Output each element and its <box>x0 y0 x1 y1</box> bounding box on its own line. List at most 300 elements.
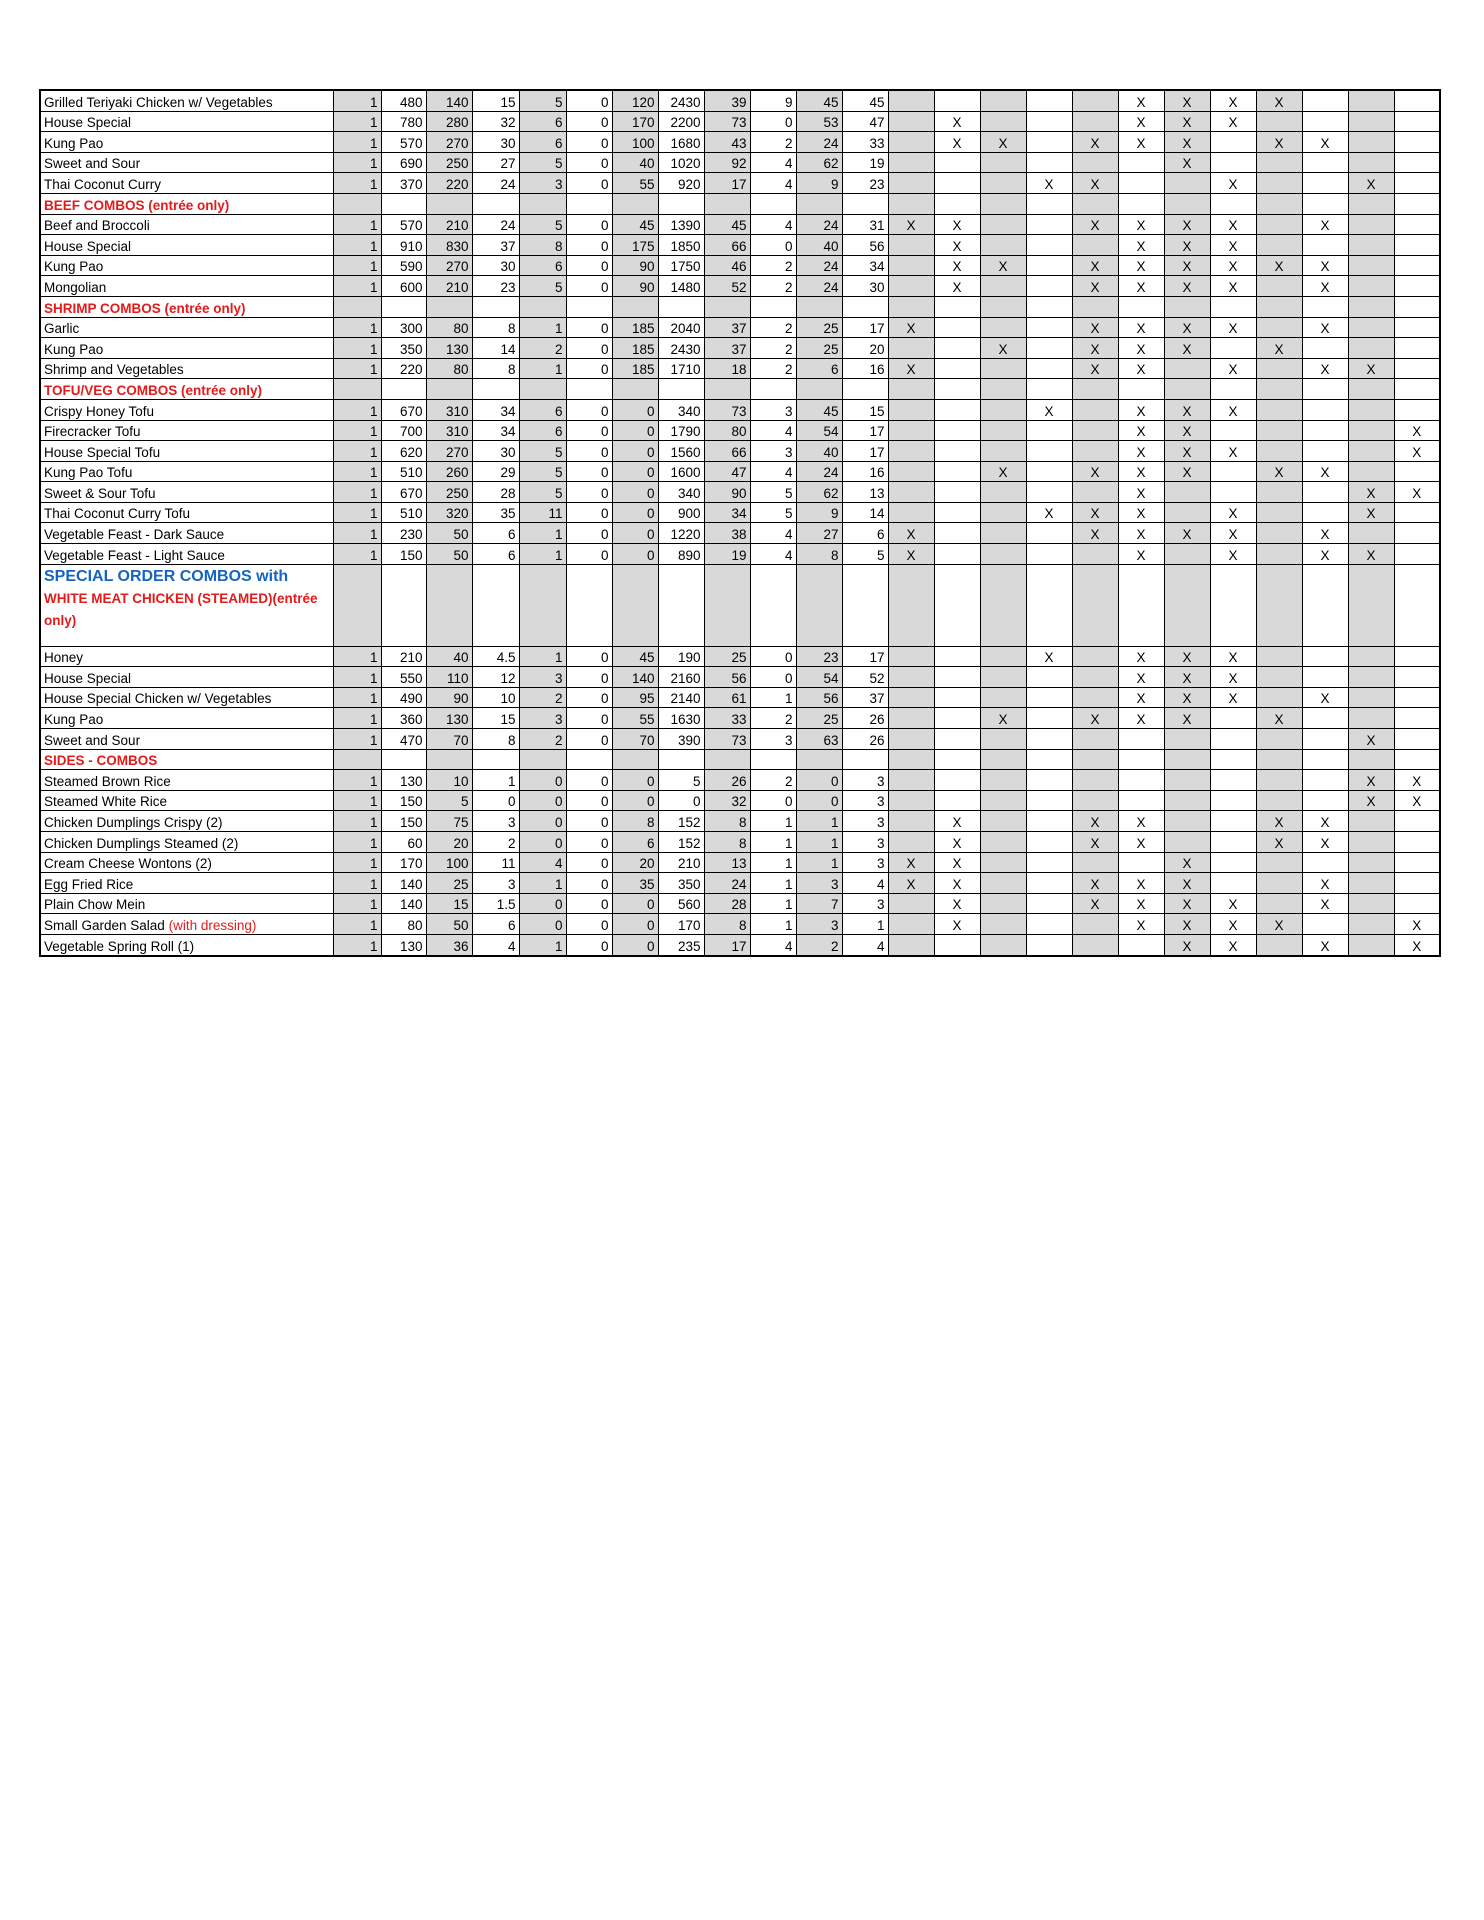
value-cell: 1220 <box>658 523 704 544</box>
allergen-cell: X <box>1302 873 1348 894</box>
allergen-cell <box>1256 852 1302 873</box>
value-cell: 5 <box>842 544 888 565</box>
value-cell: 150 <box>381 544 426 565</box>
allergen-cell <box>1072 296 1118 317</box>
allergen-cell <box>1256 296 1302 317</box>
value-cell: 1480 <box>658 276 704 297</box>
value-cell: 190 <box>658 646 704 667</box>
table-row <box>40 687 1440 708</box>
value-cell: 0 <box>750 646 796 667</box>
table-row <box>40 934 1440 955</box>
allergen-cell <box>980 893 1026 914</box>
value-cell: 1 <box>796 832 842 853</box>
allergen-cell <box>1164 790 1210 811</box>
value-cell: 45 <box>796 90 842 111</box>
value-cell: 2 <box>519 729 566 750</box>
allergen-cell <box>1072 729 1118 750</box>
allergen-cell <box>888 420 934 441</box>
allergen-cell <box>1164 482 1210 503</box>
value-cell: 19 <box>842 152 888 173</box>
allergen-cell <box>888 152 934 173</box>
value-cell: 2 <box>750 770 796 791</box>
table-row <box>40 235 1440 256</box>
value-cell: 4.5 <box>472 646 519 667</box>
allergen-cell <box>1394 317 1440 338</box>
allergen-cell <box>1302 420 1348 441</box>
allergen-cell <box>1026 564 1072 646</box>
allergen-cell <box>1210 873 1256 894</box>
value-cell: 1 <box>333 152 381 173</box>
value-cell: 0 <box>612 399 658 420</box>
value-cell: 0 <box>750 790 796 811</box>
item-name-cell <box>40 317 333 338</box>
value-cell: 1 <box>333 132 381 153</box>
allergen-cell: X <box>1164 152 1210 173</box>
value-cell: 0 <box>566 729 612 750</box>
allergen-cell <box>1072 379 1118 400</box>
allergen-cell: X <box>1026 502 1072 523</box>
value-cell: 80 <box>426 317 472 338</box>
allergen-cell <box>1302 379 1348 400</box>
value-cell: 30 <box>472 441 519 462</box>
allergen-cell <box>1394 296 1440 317</box>
table-row <box>40 420 1440 441</box>
value-cell: 45 <box>612 646 658 667</box>
value-cell: 15 <box>426 893 472 914</box>
allergen-cell: X <box>1026 173 1072 194</box>
allergen-cell <box>1210 193 1256 214</box>
value-cell <box>566 193 612 214</box>
allergen-cell: X <box>1164 317 1210 338</box>
item-name: Vegetable Spring Roll (1) <box>44 938 195 954</box>
allergen-cell: X <box>1256 832 1302 853</box>
allergen-cell <box>1256 770 1302 791</box>
value-cell: 550 <box>381 667 426 688</box>
value-cell <box>750 296 796 317</box>
allergen-cell <box>1164 832 1210 853</box>
value-cell: 0 <box>566 934 612 955</box>
value-cell <box>658 749 704 770</box>
value-cell: 1 <box>333 873 381 894</box>
item-name: Small Garden Salad <box>44 917 169 933</box>
value-cell: 0 <box>566 358 612 379</box>
value-cell: 45 <box>612 214 658 235</box>
value-cell: 7 <box>796 893 842 914</box>
value-cell: 0 <box>566 646 612 667</box>
value-cell <box>426 296 472 317</box>
table-row <box>40 276 1440 297</box>
allergen-cell <box>1026 523 1072 544</box>
allergen-cell <box>1026 749 1072 770</box>
value-cell: 4 <box>750 934 796 955</box>
allergen-cell <box>1256 317 1302 338</box>
allergen-cell <box>980 564 1026 646</box>
item-name: Thai Coconut Curry <box>44 176 162 192</box>
table-row <box>40 482 1440 503</box>
allergen-cell: X <box>1118 461 1164 482</box>
allergen-cell <box>934 564 980 646</box>
value-cell: 390 <box>658 729 704 750</box>
value-cell: 370 <box>381 173 426 194</box>
allergen-cell <box>1348 564 1394 646</box>
value-cell: 0 <box>612 770 658 791</box>
value-cell: 17 <box>842 441 888 462</box>
value-cell: 73 <box>704 111 750 132</box>
allergen-cell <box>1026 914 1072 935</box>
allergen-cell <box>1118 564 1164 646</box>
item-name-cell <box>40 358 333 379</box>
value-cell: 0 <box>612 934 658 955</box>
allergen-cell: X <box>1072 832 1118 853</box>
allergen-cell <box>1256 544 1302 565</box>
value-cell: 310 <box>426 420 472 441</box>
allergen-cell <box>1118 379 1164 400</box>
value-cell: 0 <box>750 667 796 688</box>
allergen-cell <box>1072 934 1118 955</box>
value-cell: 0 <box>796 790 842 811</box>
value-cell: 1 <box>333 667 381 688</box>
allergen-cell <box>1348 749 1394 770</box>
value-cell: 1 <box>472 770 519 791</box>
value-cell: 90 <box>612 276 658 297</box>
value-cell <box>519 749 566 770</box>
value-cell: 0 <box>750 111 796 132</box>
value-cell: 0 <box>612 441 658 462</box>
value-cell <box>842 379 888 400</box>
allergen-cell: X <box>1164 441 1210 462</box>
value-cell <box>796 296 842 317</box>
allergen-cell: X <box>1118 832 1164 853</box>
value-cell: 250 <box>426 482 472 503</box>
value-cell: 9 <box>750 90 796 111</box>
allergen-cell <box>1394 214 1440 235</box>
allergen-cell <box>934 152 980 173</box>
allergen-cell: X <box>1210 90 1256 111</box>
value-cell: 0 <box>472 790 519 811</box>
allergen-cell <box>1394 111 1440 132</box>
value-cell: 36 <box>426 934 472 955</box>
allergen-cell <box>1026 276 1072 297</box>
value-cell: 66 <box>704 441 750 462</box>
allergen-cell: X <box>1164 338 1210 359</box>
allergen-cell <box>1026 214 1072 235</box>
value-cell: 2 <box>519 687 566 708</box>
value-cell: 470 <box>381 729 426 750</box>
value-cell: 4 <box>842 934 888 955</box>
value-cell: 33 <box>842 132 888 153</box>
value-cell: 34 <box>704 502 750 523</box>
value-cell: 1750 <box>658 255 704 276</box>
item-name-cell <box>40 276 333 297</box>
section-title: SHRIMP COMBOS (entrée only) <box>44 300 246 316</box>
value-cell: 8 <box>796 544 842 565</box>
value-cell <box>381 749 426 770</box>
allergen-cell: X <box>1302 358 1348 379</box>
allergen-cell <box>888 235 934 256</box>
item-name: Chicken Dumplings Crispy (2) <box>44 815 223 830</box>
value-cell: 0 <box>612 482 658 503</box>
value-cell <box>566 564 612 646</box>
value-cell <box>381 296 426 317</box>
value-cell: 140 <box>381 893 426 914</box>
allergen-cell <box>1348 873 1394 894</box>
allergen-cell <box>1302 296 1348 317</box>
value-cell: 8 <box>472 358 519 379</box>
allergen-cell <box>1256 729 1302 750</box>
allergen-cell <box>1164 749 1210 770</box>
allergen-cell <box>1026 729 1072 750</box>
allergen-cell <box>1210 770 1256 791</box>
value-cell: 0 <box>796 770 842 791</box>
value-cell: 45 <box>796 399 842 420</box>
section-title: TOFU/VEG COMBOS (entrée only) <box>44 382 263 398</box>
allergen-cell <box>888 502 934 523</box>
value-cell <box>472 193 519 214</box>
allergen-cell: X <box>1118 255 1164 276</box>
allergen-cell <box>934 90 980 111</box>
table-row <box>40 358 1440 379</box>
allergen-cell <box>1026 687 1072 708</box>
value-cell: 45 <box>842 90 888 111</box>
value-cell: 3 <box>472 811 519 832</box>
allergen-cell <box>1210 461 1256 482</box>
allergen-cell <box>1256 111 1302 132</box>
allergen-cell <box>1302 399 1348 420</box>
value-cell: 700 <box>381 420 426 441</box>
value-cell: 280 <box>426 111 472 132</box>
value-cell: 900 <box>658 502 704 523</box>
value-cell: 0 <box>566 811 612 832</box>
allergen-cell <box>934 502 980 523</box>
allergen-cell <box>1118 852 1164 873</box>
allergen-cell: X <box>1210 646 1256 667</box>
allergen-cell: X <box>1072 214 1118 235</box>
value-cell: 0 <box>566 832 612 853</box>
value-cell <box>658 564 704 646</box>
value-cell: 235 <box>658 934 704 955</box>
value-cell: 6 <box>472 914 519 935</box>
allergen-cell <box>1026 441 1072 462</box>
allergen-cell <box>1302 749 1348 770</box>
value-cell: 5 <box>519 90 566 111</box>
allergen-cell: X <box>1348 770 1394 791</box>
allergen-cell: X <box>1210 399 1256 420</box>
allergen-cell: X <box>1302 255 1348 276</box>
value-cell: 590 <box>381 255 426 276</box>
value-cell: 780 <box>381 111 426 132</box>
value-cell <box>842 564 888 646</box>
allergen-cell <box>888 255 934 276</box>
allergen-cell <box>1348 832 1394 853</box>
allergen-cell: X <box>1210 667 1256 688</box>
value-cell: 0 <box>566 544 612 565</box>
value-cell: 2140 <box>658 687 704 708</box>
value-cell: 27 <box>472 152 519 173</box>
allergen-cell <box>1348 214 1394 235</box>
allergen-cell: X <box>1118 646 1164 667</box>
value-cell: 31 <box>842 214 888 235</box>
value-cell: 0 <box>519 770 566 791</box>
value-cell: 1 <box>333 832 381 853</box>
table-row <box>40 255 1440 276</box>
allergen-cell <box>888 276 934 297</box>
allergen-cell <box>1210 832 1256 853</box>
value-cell: 17 <box>704 934 750 955</box>
allergen-cell <box>980 934 1026 955</box>
allergen-cell <box>934 461 980 482</box>
value-cell: 0 <box>566 90 612 111</box>
value-cell: 1 <box>796 852 842 873</box>
item-name-cell <box>40 687 333 708</box>
allergen-cell <box>1164 193 1210 214</box>
allergen-cell: X <box>1072 317 1118 338</box>
table-row <box>40 729 1440 750</box>
allergen-cell: X <box>1118 358 1164 379</box>
value-cell: 920 <box>658 173 704 194</box>
allergen-cell <box>1210 790 1256 811</box>
value-cell: 170 <box>612 111 658 132</box>
allergen-cell <box>888 379 934 400</box>
value-cell: 510 <box>381 461 426 482</box>
value-cell: 5 <box>519 461 566 482</box>
table-row <box>40 152 1440 173</box>
allergen-cell <box>1026 934 1072 955</box>
allergen-cell <box>1348 708 1394 729</box>
value-cell: 310 <box>426 399 472 420</box>
value-cell <box>472 564 519 646</box>
table-row <box>40 90 1440 111</box>
value-cell <box>842 296 888 317</box>
allergen-cell: X <box>888 873 934 894</box>
allergen-cell <box>980 873 1026 894</box>
allergen-cell <box>1394 173 1440 194</box>
section-title: SIDES - COMBOS <box>44 753 158 769</box>
table-row <box>40 708 1440 729</box>
value-cell: 4 <box>472 934 519 955</box>
allergen-cell <box>934 379 980 400</box>
value-cell: 63 <box>796 729 842 750</box>
allergen-cell: X <box>1072 255 1118 276</box>
allergen-cell <box>1256 420 1302 441</box>
value-cell: 34 <box>472 399 519 420</box>
value-cell <box>519 193 566 214</box>
value-cell: 3 <box>842 852 888 873</box>
allergen-cell <box>1026 111 1072 132</box>
allergen-cell: X <box>1164 132 1210 153</box>
allergen-cell <box>1072 749 1118 770</box>
value-cell: 45 <box>704 214 750 235</box>
allergen-cell <box>1348 852 1394 873</box>
value-cell: 9 <box>796 502 842 523</box>
value-cell: 4 <box>750 461 796 482</box>
value-cell: 170 <box>658 914 704 935</box>
allergen-cell <box>1072 914 1118 935</box>
table-row <box>40 852 1440 873</box>
value-cell: 56 <box>842 235 888 256</box>
value-cell: 15 <box>472 708 519 729</box>
allergen-cell: X <box>1302 132 1348 153</box>
item-name: Garlic <box>44 321 80 337</box>
value-cell: 670 <box>381 399 426 420</box>
section-title: BEEF COMBOS (entrée only) <box>44 197 230 213</box>
value-cell: 170 <box>381 852 426 873</box>
table-row <box>40 873 1440 894</box>
allergen-cell <box>1026 193 1072 214</box>
allergen-cell <box>934 687 980 708</box>
allergen-cell: X <box>1210 214 1256 235</box>
value-cell: 690 <box>381 152 426 173</box>
allergen-cell <box>888 790 934 811</box>
table-row <box>40 544 1440 565</box>
allergen-cell <box>1026 152 1072 173</box>
value-cell <box>519 564 566 646</box>
allergen-cell <box>1302 564 1348 646</box>
allergen-cell <box>1302 770 1348 791</box>
allergen-cell: X <box>1302 811 1348 832</box>
allergen-cell <box>1394 811 1440 832</box>
allergen-cell <box>1164 811 1210 832</box>
value-cell: 490 <box>381 687 426 708</box>
item-name-cell <box>40 152 333 173</box>
value-cell: 5 <box>750 502 796 523</box>
table-row <box>40 914 1440 935</box>
allergen-cell: X <box>934 852 980 873</box>
value-cell <box>842 193 888 214</box>
allergen-cell <box>1394 502 1440 523</box>
allergen-cell <box>1394 687 1440 708</box>
table-row <box>40 770 1440 791</box>
allergen-cell <box>934 790 980 811</box>
value-cell: 1600 <box>658 461 704 482</box>
item-name: Grilled Teriyaki Chicken w/ Vegetables <box>44 94 273 110</box>
value-cell: 24 <box>796 276 842 297</box>
allergen-cell: X <box>1302 317 1348 338</box>
value-cell: 0 <box>566 852 612 873</box>
allergen-cell: X <box>1072 708 1118 729</box>
value-cell: 6 <box>519 399 566 420</box>
allergen-cell <box>1256 173 1302 194</box>
allergen-cell <box>888 441 934 462</box>
value-cell: 1 <box>519 544 566 565</box>
allergen-cell <box>980 173 1026 194</box>
item-name-cell <box>40 502 333 523</box>
allergen-cell <box>1348 338 1394 359</box>
allergen-cell <box>934 338 980 359</box>
allergen-cell <box>1164 173 1210 194</box>
allergen-cell: X <box>1118 399 1164 420</box>
value-cell <box>796 564 842 646</box>
allergen-cell <box>1394 276 1440 297</box>
value-cell: 14 <box>842 502 888 523</box>
allergen-cell <box>1394 708 1440 729</box>
value-cell: 70 <box>612 729 658 750</box>
allergen-cell: X <box>1118 914 1164 935</box>
value-cell: 0 <box>566 790 612 811</box>
value-cell: 23 <box>842 173 888 194</box>
item-name-cell <box>40 893 333 914</box>
value-cell: 230 <box>381 523 426 544</box>
value-cell: 23 <box>472 276 519 297</box>
allergen-cell <box>1164 544 1210 565</box>
allergen-cell <box>980 544 1026 565</box>
value-cell: 6 <box>842 523 888 544</box>
allergen-cell: X <box>1164 461 1210 482</box>
special-section-subtitle: WHITE MEAT CHICKEN (STEAMED)(entrée only) <box>44 590 318 628</box>
allergen-cell: X <box>1164 420 1210 441</box>
allergen-cell <box>1210 564 1256 646</box>
allergen-cell <box>1072 852 1118 873</box>
value-cell <box>381 379 426 400</box>
